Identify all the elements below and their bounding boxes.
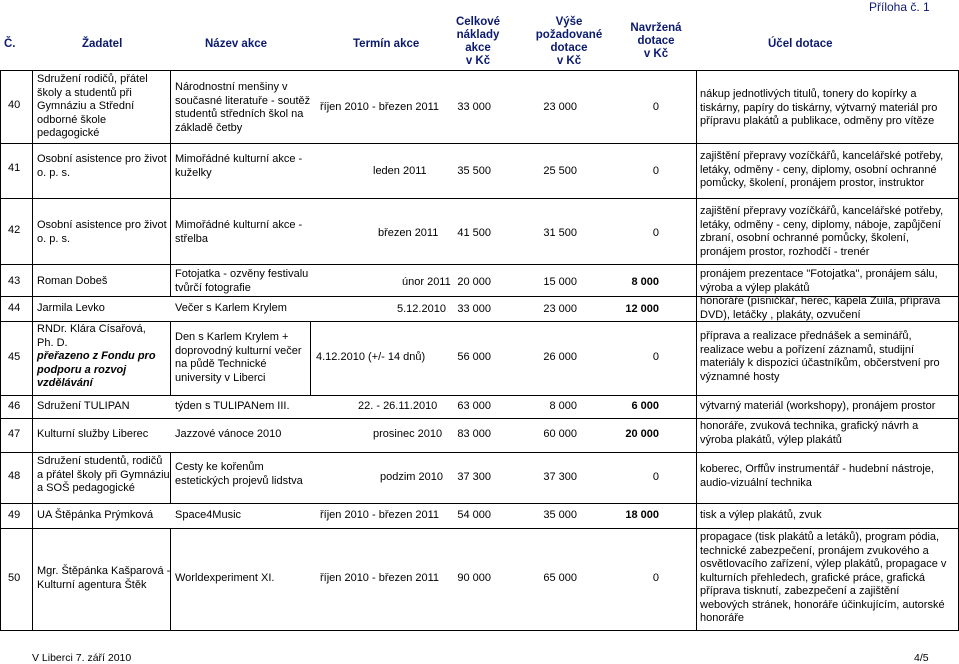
applicant-line: odborné škole: [37, 113, 107, 126]
event-line: Den s Karlem Krylem +: [175, 331, 289, 343]
applicant-line: Kulturní služby Liberec: [37, 428, 149, 440]
requested-amount: 23 000: [543, 303, 577, 315]
event-name: [175, 509, 241, 523]
total-cost: 54 000: [457, 509, 491, 521]
requested-amount: 35 000: [543, 509, 577, 521]
reassignment-note: vzdělávání: [37, 377, 93, 389]
purpose: [700, 88, 937, 129]
applicant-line: Jarmila Levko: [37, 302, 105, 314]
applicant-line: Sdružení TULIPAN: [37, 400, 130, 412]
header-event-date: Termín akce: [353, 38, 420, 50]
applicant-line: Mgr. Štěpánka Kašparová -: [37, 565, 171, 577]
total-cost: 33 000: [457, 303, 491, 315]
purpose-line: realizace webu a pořízení záznamů, studijní: [700, 343, 915, 356]
applicant: [37, 302, 105, 316]
event-line: Národnostní menšiny v: [175, 81, 288, 93]
purpose-line: výtvarný materiál (workshopy), pronájem prostor: [700, 400, 936, 412]
total-cost: 20 000: [457, 276, 491, 288]
proposed-amount: 20 000: [625, 428, 659, 440]
purpose-line: kulturních přehledech, grafické práce, grafická: [700, 571, 926, 584]
event-line: Space4Music: [175, 509, 242, 521]
applicant: [37, 73, 148, 141]
purpose: [700, 463, 934, 490]
event-line: Fotojatka - ozvěny festivalu: [175, 268, 309, 280]
purpose-line: audio-vizuální technika: [700, 476, 812, 489]
purpose-line: výroba plakátů, výlep plakátů: [700, 433, 842, 446]
applicant: [37, 275, 107, 289]
event-name: [175, 268, 308, 295]
purpose-line: materiály k dispozici účastníkům, občerstvení pro: [700, 357, 940, 369]
header-proposed-line: Navržená: [630, 22, 682, 34]
header-requested: [534, 16, 604, 68]
header-applicant: Žadatel: [82, 38, 123, 50]
purpose-line: zbraní, osobní ochranné pomůcky, školení,: [700, 232, 909, 244]
applicant: [37, 153, 167, 180]
proposed-amount: 0: [652, 471, 659, 483]
purpose-line: pronájem prezentace "Fotojatka", pronájem sálu,: [700, 268, 938, 280]
event-date: říjen 2010 - březen 2011: [320, 101, 440, 113]
applicant-line: UA Štěpánka Prýmková: [37, 509, 154, 521]
proposed-amount: 0: [652, 572, 659, 584]
header-proposed-line: v Kč: [643, 48, 669, 60]
event-date: podzim 2010: [380, 471, 443, 483]
divider: [0, 418, 959, 419]
header-event-name: Název akce: [205, 38, 268, 50]
divider: [0, 70, 959, 71]
header-total-line: Celkové: [455, 16, 501, 28]
applicant-line: Ph. D.: [37, 336, 68, 349]
event-name: [175, 219, 302, 246]
divider: [0, 503, 959, 504]
purpose-line: DVD), letáčky , plakáty, ozvučení: [700, 308, 861, 321]
header-purpose: Účel dotace: [768, 38, 833, 50]
requested-amount: 31 500: [543, 227, 577, 239]
row-number: 49: [8, 509, 21, 521]
event-line: tvůrčí fotografie: [175, 281, 251, 294]
event-line: Večer s Karlem Krylem: [175, 302, 287, 314]
row-number: 48: [8, 470, 21, 482]
event-line: university v Liberci: [175, 371, 266, 384]
purpose-line: tisk a výlep plakátů, zvuk: [700, 509, 822, 521]
requested-amount: 60 000: [543, 428, 577, 440]
page-number: 4/5: [914, 652, 929, 664]
row-number: 40: [8, 99, 21, 111]
footer-place-date: V Liberci 7. září 2010: [32, 652, 132, 664]
row-number: 41: [8, 162, 21, 174]
applicant-line: Osobní asistence pro život: [37, 219, 167, 231]
header-proposed: [625, 22, 687, 61]
reassignment-note: přeřazeno z Fondu pro: [37, 350, 156, 362]
purpose: [700, 330, 940, 384]
purpose-line: koberec, Orffův instrumentář - hudební nástroje,: [700, 463, 934, 475]
event-line: Mimořádné kulturní akce -: [175, 219, 303, 231]
event-line: studentů středních škol na: [175, 108, 304, 120]
purpose-line: přípravu plakátů a publikace, odměny pro vítěze: [700, 115, 935, 127]
event-date: leden 2011: [373, 165, 427, 177]
header-total-line: náklady: [456, 29, 500, 41]
purpose: [700, 268, 938, 295]
applicant: [37, 509, 153, 523]
event-date: prosinec 2010: [373, 428, 443, 440]
row-number: 46: [8, 400, 21, 412]
row-number: 47: [8, 428, 21, 440]
applicant: [37, 400, 130, 414]
event-line: Mimořádné kulturní akce -: [175, 153, 303, 165]
divider: [0, 528, 959, 529]
purpose: [700, 509, 822, 523]
event-line: základě četby: [175, 121, 243, 134]
event-line: Jazzové vánoce 2010: [175, 428, 282, 440]
event-date: 4.12.2010 (+/- 14 dnů): [316, 351, 426, 363]
purpose-line: tiskárny, papíry do tiskárny, výtvarný materiál pro: [700, 101, 938, 114]
event-date: 5.12.2010: [397, 303, 446, 315]
applicant: [37, 428, 148, 442]
purpose-line: letáky, odměny - ceny, diplomy, náboje, zapůjčení: [700, 218, 941, 231]
purpose-line: webových stránek, honoráře účinkujícím, autorské: [700, 598, 945, 611]
purpose-line: nákup jednotlivých titulů, tonery do kopírky a: [700, 88, 917, 100]
event-line: Worldexperiment XI.: [175, 572, 275, 584]
purpose-line: výroba a výlep plakátů: [700, 281, 810, 294]
requested-amount: 23 000: [543, 101, 577, 113]
divider: [0, 630, 959, 631]
purpose-line: pronájem prostor, rozhodčí - trenér: [700, 245, 870, 258]
requested-amount: 65 000: [543, 572, 577, 584]
row-number: 42: [8, 224, 21, 236]
purpose-line: honoráře (písničkář, herec, kapela Zuila, příprava: [700, 295, 941, 307]
total-cost: 41 500: [457, 227, 491, 239]
purpose-line: pomůcky, školení, pronájem prostor, instruktor: [700, 177, 925, 189]
proposed-amount: 0: [652, 351, 659, 363]
applicant-line: RNDr. Klára Císařová,: [37, 323, 146, 335]
proposed-amount: 18 000: [625, 509, 659, 521]
col-divider: [696, 70, 697, 630]
total-cost: 35 500: [457, 165, 491, 177]
applicant-line: a SOŠ pedagogické: [37, 482, 135, 494]
event-name: [175, 81, 310, 135]
proposed-amount: 8 000: [631, 276, 659, 288]
event-name: [175, 428, 281, 442]
event-name: [175, 400, 290, 414]
row-number: 43: [8, 275, 21, 287]
divider: [0, 264, 959, 265]
col-divider: [32, 70, 33, 630]
purpose-line: honoráře: [700, 612, 745, 624]
event-line: na půdě Technické: [175, 358, 267, 370]
total-cost: 63 000: [457, 400, 491, 412]
applicant-line: o. p. s.: [37, 166, 71, 179]
purpose-line: osvětlovacího zařízení, výlep plakátů, propagace v: [700, 558, 947, 570]
event-line: estetických projevů lidstva: [175, 474, 303, 487]
header-requested-line: Výše: [555, 16, 583, 28]
event-date: říjen 2010 - březen 2011: [320, 509, 440, 521]
purpose: [700, 420, 918, 447]
event-line: současné literatuře - soutěž: [175, 94, 311, 107]
event-line: kuželky: [175, 166, 212, 179]
col-divider: [310, 321, 311, 395]
purpose-line: propagace (tisk plakátů a letáků), program pódia,: [700, 531, 940, 543]
event-name: [175, 153, 302, 180]
row-number: 50: [8, 572, 21, 584]
header-total-line: akce: [465, 42, 491, 54]
applicant: [37, 565, 170, 592]
reassignment-note: podporu a rozvoj: [37, 363, 127, 376]
applicant-line: školy a studentů při: [37, 86, 132, 99]
event-name: [175, 302, 287, 316]
proposed-amount: 0: [652, 101, 659, 113]
applicant-line: Roman Dobeš: [37, 275, 108, 287]
purpose: [700, 295, 940, 322]
total-cost: 56 000: [457, 351, 491, 363]
event-line: doprovodný kulturní večer: [175, 344, 302, 357]
col-divider: [170, 321, 171, 395]
requested-amount: 26 000: [543, 351, 577, 363]
header-total-cost: [448, 16, 508, 68]
event-line: střelba: [175, 232, 209, 245]
divider: [0, 452, 959, 453]
header-requested-line: dotace: [550, 42, 588, 54]
proposed-amount: 0: [652, 165, 659, 177]
divider: [0, 143, 959, 144]
event-date: březen 2011: [378, 227, 439, 239]
total-cost: 90 000: [457, 572, 491, 584]
event-name: [175, 331, 302, 385]
applicant-line: Osobní asistence pro život: [37, 153, 167, 165]
purpose-line: příprava a realizace přednášek a seminářů,: [700, 330, 912, 342]
header-no: Č.: [4, 38, 16, 50]
applicant-line: o. p. s.: [37, 232, 71, 245]
proposed-amount: 6 000: [631, 400, 659, 412]
attachment-label: Příloha č. 1: [869, 0, 930, 14]
header-proposed-line: dotace: [637, 35, 675, 47]
col-divider: [170, 452, 171, 503]
applicant-line: a přátel školy při Gymnáziu: [37, 468, 170, 481]
purpose-line: významné hosty: [700, 370, 780, 383]
row-number: 45: [8, 351, 21, 363]
event-date: 22. - 26.11.2010: [358, 400, 438, 412]
header-requested-line: v Kč: [556, 55, 582, 67]
event-date: únor 2011: [402, 276, 451, 288]
event-name: [175, 572, 274, 586]
applicant-line: pedagogické: [37, 127, 100, 139]
divider: [0, 198, 959, 199]
purpose: [700, 150, 943, 191]
applicant: [37, 455, 170, 496]
purpose: [700, 400, 935, 414]
requested-amount: 37 300: [543, 471, 577, 483]
col-divider: [170, 70, 171, 296]
applicant-line: Sdružení studentů, rodičů: [37, 455, 163, 467]
header-total-line: v Kč: [465, 55, 491, 67]
applicant-line: Kulturní agentura Štěk: [37, 578, 147, 591]
requested-amount: 8 000: [549, 400, 577, 412]
purpose: [700, 205, 943, 259]
row-number: 44: [8, 302, 21, 314]
requested-amount: 25 500: [543, 165, 577, 177]
total-cost: 83 000: [457, 428, 491, 440]
requested-amount: 15 000: [543, 276, 577, 288]
proposed-amount: 0: [652, 227, 659, 239]
event-line: Cesty ke kořenům: [175, 461, 264, 473]
applicant: [37, 323, 156, 391]
event-line: týden s TULIPANem III.: [175, 400, 290, 412]
event-date: říjen 2010 - březen 2011: [320, 572, 440, 584]
purpose-line: zajištění přepravy vozíčkářů, kancelářské potřeby,: [700, 150, 944, 162]
col-divider: [0, 70, 1, 630]
applicant-line: Sdružení rodičů, přátel: [37, 73, 148, 85]
header-requested-line: požadované: [535, 29, 603, 41]
total-cost: 33 000: [457, 101, 491, 113]
purpose-line: letáky, odměny - ceny, diplomy, osobní ochranné: [700, 163, 937, 176]
purpose: [700, 531, 946, 626]
purpose-line: příprava tisknutí, zabezpečení a zajištění: [700, 585, 900, 597]
divider: [0, 395, 959, 396]
applicant: [37, 219, 167, 246]
purpose-line: honoráře, zvuková technika, grafický návrh a: [700, 420, 919, 432]
total-cost: 37 300: [457, 471, 491, 483]
proposed-amount: 12 000: [625, 303, 659, 315]
purpose-line: technické zabezpečení, pronájem zvukového a: [700, 544, 929, 557]
purpose-line: zajištění přepravy vozíčkářů, kancelářské potřeby,: [700, 205, 944, 217]
event-name: [175, 461, 303, 488]
applicant-line: Gymnáziu a Střední: [37, 100, 135, 112]
